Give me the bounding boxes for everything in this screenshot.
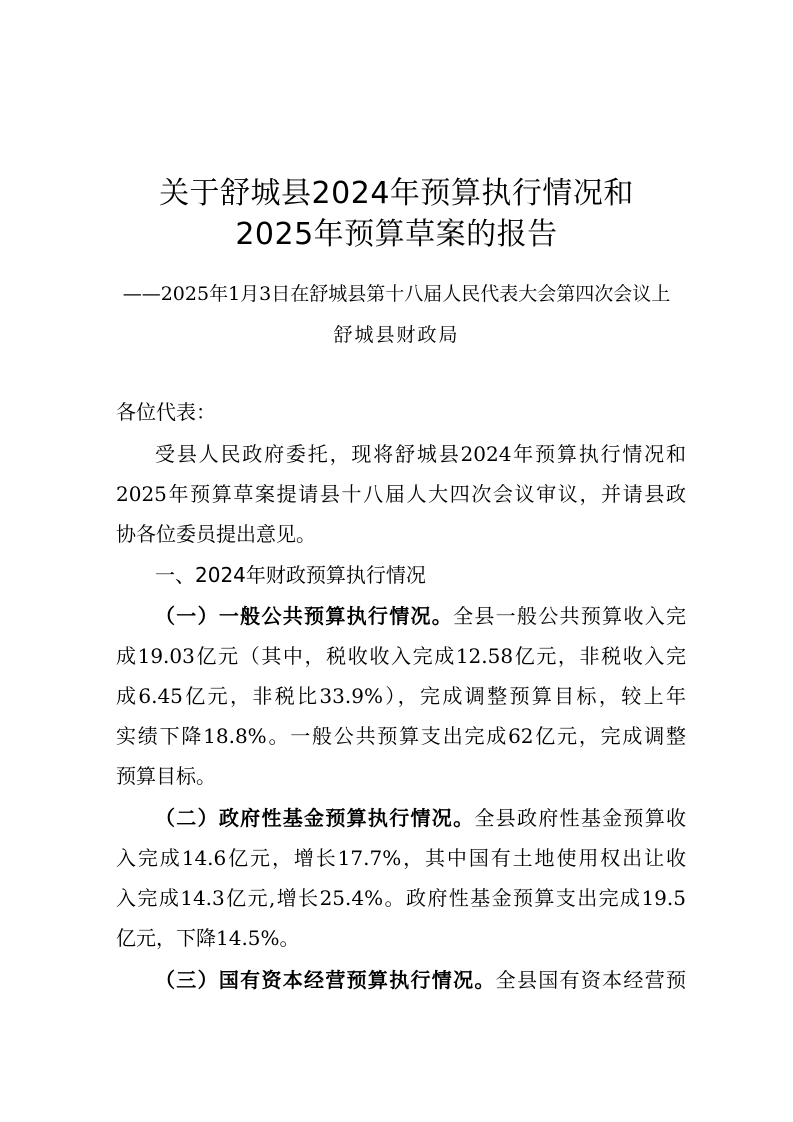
report-subtitle: ——2025年1月3日在舒城县第十八届人民代表大会第四次会议上 (122, 283, 671, 305)
part-2-first-line (155, 803, 686, 833)
report-author: 舒城县财政局 (333, 324, 460, 346)
intro-line-3: 协各位委员提出意见。 (116, 522, 316, 546)
report-title-line-2: 2025年预算草案的报告 (235, 217, 558, 252)
section-1-heading: 一、2024年财政预算执行情况 (155, 563, 426, 587)
part-3-first-line (155, 965, 686, 995)
part-1-line-4: 实绩下降18.8%。一般公共预算支出完成62亿元，完成调整 (116, 724, 686, 748)
part-3-label: （三）国有资本经营预算执行情况。 (155, 968, 496, 992)
part-2-line-4: 亿元，下降14.5%。 (116, 926, 300, 950)
part-3-first-line-text: 全县国有资本经营预 (495, 968, 687, 992)
intro-line-2: 2025年预算草案提请县十八届人大四次会议审议，并请县政 (116, 482, 686, 506)
part-2-label: （二）政府性基金预算执行情况。 (155, 806, 475, 830)
intro-line-1: 受县人民政府委托，现将舒城县2024年预算执行情况和 (155, 442, 686, 466)
part-2-line-2: 入完成14.6亿元，增长17.7%，其中国有土地使用权出让收 (116, 846, 686, 870)
report-title-line-1: 关于舒城县2024年预算执行情况和 (159, 176, 634, 211)
part-1-line-3: 成6.45亿元，非税比33.9%），完成调整预算目标，较上年 (116, 684, 686, 708)
part-1-line-5: 预算目标。 (116, 764, 216, 788)
part-1-first-line (155, 601, 686, 631)
part-1-line-2: 成19.03亿元（其中，税收收入完成12.58亿元，非税收入完 (116, 644, 686, 668)
salutation: 各位代表： (116, 400, 216, 424)
part-1-label: （一）一般公共预算执行情况。 (155, 604, 454, 628)
part-2-first-line-text: 全县政府性基金预算收 (474, 806, 686, 830)
part-1-first-line-text: 全县一般公共预算收入完 (453, 604, 687, 628)
part-2-line-3: 入完成14.3亿元,增长25.4%。政府性基金预算支出完成19.5 (116, 886, 686, 910)
